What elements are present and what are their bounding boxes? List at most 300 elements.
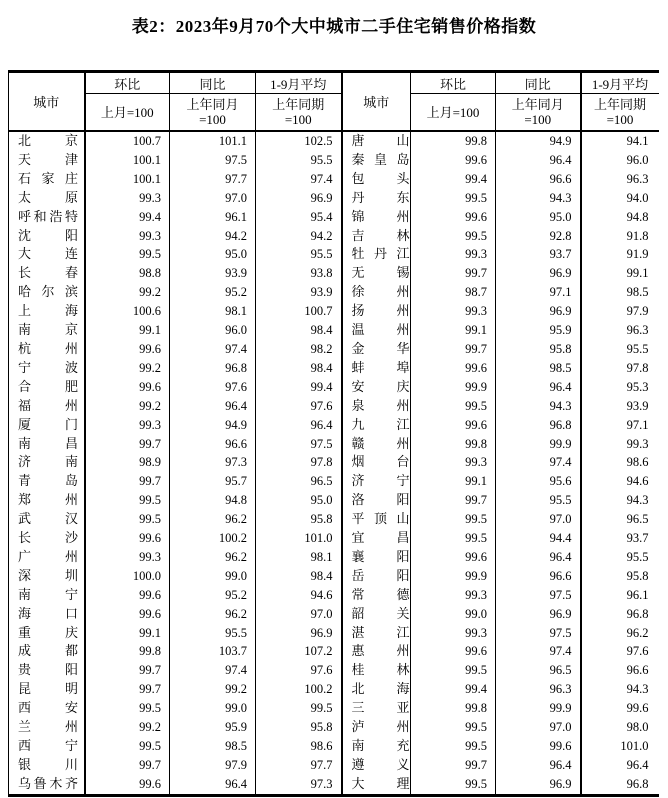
value-cell: 99.3	[411, 624, 496, 643]
header-yoy-base-left	[170, 94, 256, 132]
value-cell: 99.6	[411, 208, 496, 227]
city-cell	[342, 529, 411, 548]
city-cell	[9, 321, 85, 340]
value-cell: 99.2	[85, 397, 170, 416]
value-cell: 95.0	[170, 245, 256, 264]
city-cell	[9, 170, 85, 189]
value-cell: 94.2	[256, 227, 342, 246]
city-cell	[9, 131, 85, 151]
city-name: 扬州	[351, 303, 410, 319]
value-cell: 95.8	[256, 718, 342, 737]
city-name: 包头	[351, 170, 410, 186]
value-cell: 99.2	[170, 680, 256, 699]
table-row	[9, 642, 659, 661]
value-cell: 97.6	[256, 661, 342, 680]
value-cell: 94.9	[170, 416, 256, 435]
value-cell: 94.6	[256, 586, 342, 605]
value-cell: 100.1	[85, 170, 170, 189]
table-row	[9, 435, 659, 454]
value-cell: 96.5	[496, 661, 581, 680]
city-cell	[342, 378, 411, 397]
value-cell: 95.5	[626, 341, 649, 356]
city-cell	[9, 605, 85, 624]
value-cell: 94.0	[626, 190, 649, 205]
value-cell: 97.1	[626, 417, 649, 432]
table-row	[9, 131, 659, 151]
value-cell: 97.6	[170, 378, 256, 397]
city-cell	[342, 416, 411, 435]
city-name: 南昌	[18, 435, 78, 451]
value-cell: 99.2	[85, 718, 170, 737]
value-cell: 95.4	[256, 208, 342, 227]
table-row	[9, 661, 659, 680]
city-cell	[342, 472, 411, 491]
value-cell: 99.3	[411, 586, 496, 605]
city-name: 平顶山	[351, 511, 410, 527]
city-cell	[9, 624, 85, 643]
value-cell: 97.9	[170, 756, 256, 775]
value-cell: 98.5	[496, 359, 581, 378]
value-cell: 97.4	[496, 453, 581, 472]
city-cell	[9, 529, 85, 548]
value-cell: 95.3	[626, 379, 649, 394]
city-cell	[9, 491, 85, 510]
city-cell	[342, 208, 411, 227]
city-cell	[342, 680, 411, 699]
value-cell: 96.0	[626, 152, 649, 167]
value-cell: 96.9	[496, 264, 581, 283]
value-cell: 97.7	[170, 170, 256, 189]
value-cell: 97.3	[170, 453, 256, 472]
city-name: 青岛	[18, 473, 78, 489]
value-cell: 98.1	[170, 302, 256, 321]
value-cell: 96.1	[626, 587, 649, 602]
city-cell	[342, 756, 411, 775]
value-cell: 99.2	[85, 359, 170, 378]
city-name: 福州	[18, 397, 78, 413]
table-row	[9, 170, 659, 189]
value-cell: 99.6	[411, 416, 496, 435]
value-cell: 95.5	[626, 549, 649, 564]
value-cell: 96.5	[626, 512, 649, 527]
header-yoy-left: 同比	[170, 72, 256, 94]
value-cell: 98.0	[626, 720, 649, 735]
value-cell: 95.2	[170, 283, 256, 302]
value-cell: 97.5	[496, 586, 581, 605]
value-cell: 99.5	[411, 718, 496, 737]
value-cell: 100.2	[256, 680, 342, 699]
city-cell	[342, 642, 411, 661]
table-container	[0, 70, 668, 797]
city-name: 贵阳	[18, 662, 78, 678]
value-cell: 97.6	[256, 397, 342, 416]
value-cell: 96.3	[496, 680, 581, 699]
value-cell: 97.8	[256, 453, 342, 472]
city-cell	[9, 151, 85, 170]
value-cell: 96.6	[626, 663, 649, 678]
value-cell: 98.4	[256, 321, 342, 340]
header-avg-base-line1: 上年同期	[272, 97, 325, 112]
table-row	[9, 397, 659, 416]
value-cell: 96.4	[170, 397, 256, 416]
city-name: 合肥	[18, 378, 78, 394]
value-cell: 99.5	[256, 699, 342, 718]
city-cell	[9, 567, 85, 586]
value-cell: 99.5	[85, 737, 170, 756]
city-cell	[9, 453, 85, 472]
value-cell: 99.0	[411, 605, 496, 624]
value-cell: 99.5	[411, 397, 496, 416]
city-name: 泸州	[351, 719, 410, 735]
value-cell: 99.9	[496, 699, 581, 718]
value-cell: 96.4	[496, 378, 581, 397]
value-cell: 99.5	[85, 491, 170, 510]
value-cell: 99.6	[85, 775, 170, 795]
table-row	[9, 586, 659, 605]
table-row	[9, 756, 659, 775]
value-cell: 95.8	[256, 510, 342, 529]
city-cell	[9, 661, 85, 680]
value-cell: 96.6	[496, 170, 581, 189]
value-cell: 102.5	[256, 131, 342, 151]
city-name: 赣州	[351, 435, 410, 451]
header-avg-right: 1-9月平均	[581, 72, 659, 94]
value-cell: 99.5	[85, 699, 170, 718]
value-cell: 94.2	[170, 227, 256, 246]
table-row	[9, 567, 659, 586]
value-cell: 99.5	[85, 510, 170, 529]
value-cell: 99.6	[411, 642, 496, 661]
city-name: 徐州	[351, 284, 410, 300]
table-row	[9, 302, 659, 321]
table-row	[9, 775, 659, 795]
city-cell	[9, 642, 85, 661]
city-cell	[342, 737, 411, 756]
value-cell: 96.4	[496, 756, 581, 775]
city-cell	[342, 227, 411, 246]
value-cell: 99.9	[411, 567, 496, 586]
value-cell: 97.6	[626, 644, 649, 659]
table-row	[9, 699, 659, 718]
city-name: 济南	[18, 454, 78, 470]
header-yoy-base-line2: =100	[524, 112, 552, 127]
value-cell: 99.6	[85, 605, 170, 624]
value-cell: 99.5	[411, 510, 496, 529]
city-name: 南京	[18, 322, 78, 338]
city-cell	[9, 378, 85, 397]
value-cell: 96.2	[626, 625, 649, 640]
city-cell	[9, 302, 85, 321]
city-cell	[9, 472, 85, 491]
value-cell: 99.3	[411, 245, 496, 264]
value-cell: 97.0	[496, 510, 581, 529]
city-name: 大连	[18, 246, 78, 262]
value-cell: 99.3	[85, 548, 170, 567]
city-name: 宁波	[18, 359, 78, 375]
value-cell: 99.5	[411, 529, 496, 548]
city-name: 石家庄	[18, 170, 78, 186]
table-row	[9, 529, 659, 548]
value-cell: 99.2	[85, 283, 170, 302]
value-cell: 99.5	[411, 227, 496, 246]
table-row	[9, 510, 659, 529]
city-cell	[342, 661, 411, 680]
value-cell: 95.7	[170, 472, 256, 491]
city-cell	[342, 359, 411, 378]
city-cell	[9, 359, 85, 378]
city-cell	[342, 699, 411, 718]
value-cell: 99.7	[85, 472, 170, 491]
value-cell: 100.7	[85, 131, 170, 151]
value-cell: 95.0	[496, 208, 581, 227]
header-avg-base-line2: =100	[606, 112, 634, 127]
value-cell: 99.7	[85, 680, 170, 699]
table-row	[9, 624, 659, 643]
table-row	[9, 189, 659, 208]
value-cell: 94.9	[496, 131, 581, 151]
city-name: 乌鲁木齐	[18, 775, 78, 791]
value-cell: 93.8	[256, 264, 342, 283]
value-cell: 93.9	[170, 264, 256, 283]
value-cell: 96.8	[496, 416, 581, 435]
value-cell: 101.0	[256, 529, 342, 548]
city-cell	[9, 245, 85, 264]
city-cell	[9, 756, 85, 775]
city-name: 遵义	[351, 756, 410, 772]
value-cell: 96.4	[496, 151, 581, 170]
value-cell: 95.8	[496, 340, 581, 359]
city-cell	[342, 453, 411, 472]
table-body	[9, 131, 659, 795]
city-name: 广州	[18, 548, 78, 564]
city-cell	[9, 586, 85, 605]
value-cell: 99.1	[85, 624, 170, 643]
value-cell: 97.0	[256, 605, 342, 624]
city-cell	[9, 435, 85, 454]
city-cell	[342, 264, 411, 283]
value-cell: 94.3	[496, 189, 581, 208]
city-cell	[342, 586, 411, 605]
city-cell	[9, 264, 85, 283]
value-cell: 99.3	[85, 227, 170, 246]
page-title: 表2：2023年9月70个大中城市二手住宅销售价格指数	[131, 17, 537, 36]
table-row	[9, 416, 659, 435]
value-cell: 94.3	[496, 397, 581, 416]
city-cell	[9, 208, 85, 227]
city-cell	[342, 435, 411, 454]
table-row	[9, 680, 659, 699]
value-cell: 97.0	[496, 718, 581, 737]
value-cell: 98.2	[256, 340, 342, 359]
value-cell: 97.5	[256, 435, 342, 454]
city-name: 无锡	[351, 265, 410, 281]
value-cell: 97.4	[170, 340, 256, 359]
value-cell: 99.7	[411, 340, 496, 359]
value-cell: 96.4	[626, 757, 649, 772]
value-cell: 99.8	[411, 699, 496, 718]
value-cell: 95.5	[256, 245, 342, 264]
table-row	[9, 453, 659, 472]
city-name: 常德	[351, 586, 410, 602]
city-name: 哈尔滨	[18, 284, 78, 300]
value-cell: 99.5	[411, 661, 496, 680]
value-cell: 99.3	[411, 302, 496, 321]
city-cell	[342, 189, 411, 208]
city-name: 牡丹江	[351, 246, 410, 262]
city-name: 岳阳	[351, 567, 410, 583]
value-cell: 97.9	[626, 304, 649, 319]
table-row	[9, 718, 659, 737]
table-row	[9, 264, 659, 283]
value-cell: 94.6	[626, 474, 649, 489]
city-cell	[9, 548, 85, 567]
value-cell: 99.7	[411, 756, 496, 775]
value-cell: 99.4	[411, 170, 496, 189]
value-cell: 96.9	[256, 624, 342, 643]
value-cell: 99.1	[626, 266, 649, 281]
value-cell: 99.1	[411, 321, 496, 340]
value-cell: 99.6	[85, 378, 170, 397]
city-cell	[9, 737, 85, 756]
value-cell: 96.0	[170, 321, 256, 340]
table-row	[9, 359, 659, 378]
value-cell: 99.3	[411, 453, 496, 472]
value-cell: 99.5	[85, 245, 170, 264]
table-row	[9, 378, 659, 397]
header-avg-base-left	[256, 94, 342, 132]
value-cell: 99.6	[411, 151, 496, 170]
value-cell: 99.0	[170, 567, 256, 586]
table-row	[9, 605, 659, 624]
value-cell: 94.1	[626, 134, 649, 148]
value-cell: 94.4	[496, 529, 581, 548]
value-cell: 92.8	[496, 227, 581, 246]
header-avg-base-line2: =100	[284, 112, 312, 127]
table-row	[9, 283, 659, 302]
city-name: 西安	[18, 700, 78, 716]
value-cell: 99.9	[411, 378, 496, 397]
value-cell: 100.6	[85, 302, 170, 321]
city-cell	[342, 131, 411, 151]
city-name: 长春	[18, 265, 78, 281]
value-cell: 99.6	[626, 701, 649, 716]
value-cell: 97.4	[496, 642, 581, 661]
city-name: 上海	[18, 303, 78, 319]
value-cell: 99.6	[85, 586, 170, 605]
value-cell: 94.3	[626, 493, 649, 508]
city-cell	[342, 775, 411, 795]
value-cell: 96.3	[626, 171, 649, 186]
value-cell: 93.9	[256, 283, 342, 302]
table-row	[9, 737, 659, 756]
city-name: 唐山	[351, 133, 410, 148]
city-name: 海口	[18, 605, 78, 621]
city-name: 天津	[18, 151, 78, 167]
value-cell: 100.2	[170, 529, 256, 548]
value-cell: 94.8	[626, 209, 649, 224]
value-cell: 99.5	[411, 775, 496, 795]
city-cell	[342, 321, 411, 340]
table-header	[9, 72, 659, 132]
value-cell: 96.3	[626, 323, 649, 338]
city-cell	[9, 189, 85, 208]
value-cell: 99.7	[411, 264, 496, 283]
value-cell: 95.8	[626, 568, 649, 583]
city-name: 锦州	[351, 208, 410, 224]
city-cell	[342, 567, 411, 586]
value-cell: 96.8	[626, 606, 649, 621]
value-cell: 97.4	[256, 170, 342, 189]
header-group-row	[9, 72, 659, 94]
value-cell: 98.4	[256, 359, 342, 378]
city-name: 温州	[351, 322, 410, 338]
value-cell: 99.6	[85, 340, 170, 359]
value-cell: 95.6	[496, 472, 581, 491]
value-cell: 100.1	[85, 151, 170, 170]
city-name: 郑州	[18, 492, 78, 508]
value-cell: 98.7	[411, 283, 496, 302]
city-cell	[342, 302, 411, 321]
table-row	[9, 472, 659, 491]
city-name: 惠州	[351, 643, 410, 659]
value-cell: 96.9	[496, 775, 581, 795]
city-name: 成都	[18, 643, 78, 659]
value-cell: 95.5	[170, 624, 256, 643]
city-name: 北京	[18, 133, 78, 148]
value-cell: 98.1	[256, 548, 342, 567]
value-cell: 95.9	[496, 321, 581, 340]
header-yoy-right: 同比	[496, 72, 581, 94]
value-cell: 96.9	[256, 189, 342, 208]
city-cell	[342, 605, 411, 624]
value-cell: 99.1	[411, 472, 496, 491]
city-name: 昆明	[18, 681, 78, 697]
city-name: 泉州	[351, 397, 410, 413]
value-cell: 93.7	[496, 245, 581, 264]
value-cell: 99.6	[85, 529, 170, 548]
table-row	[9, 208, 659, 227]
value-cell: 97.7	[256, 756, 342, 775]
value-cell: 96.1	[170, 208, 256, 227]
value-cell: 96.4	[256, 416, 342, 435]
city-name: 九江	[351, 416, 410, 432]
value-cell: 99.3	[85, 416, 170, 435]
value-cell: 100.7	[256, 302, 342, 321]
city-cell	[9, 416, 85, 435]
table-row	[9, 340, 659, 359]
value-cell: 96.2	[170, 510, 256, 529]
city-name: 银川	[18, 756, 78, 772]
city-name: 长沙	[18, 530, 78, 546]
city-cell	[9, 699, 85, 718]
header-yoy-base-line2: =100	[199, 112, 226, 127]
city-name: 丹东	[351, 189, 410, 205]
city-name: 杭州	[18, 340, 78, 356]
value-cell: 96.8	[626, 776, 649, 791]
value-cell: 96.5	[256, 472, 342, 491]
value-cell: 98.9	[85, 453, 170, 472]
table-row	[9, 227, 659, 246]
city-cell	[342, 624, 411, 643]
city-name: 湛江	[351, 624, 410, 640]
city-cell	[9, 397, 85, 416]
value-cell: 91.9	[626, 247, 649, 262]
city-name: 桂林	[351, 662, 410, 678]
city-name: 大理	[351, 775, 410, 791]
header-yoy-base-line1: 上年同月	[186, 97, 239, 112]
header-avg-left: 1-9月平均	[256, 72, 342, 94]
value-cell: 99.3	[85, 189, 170, 208]
